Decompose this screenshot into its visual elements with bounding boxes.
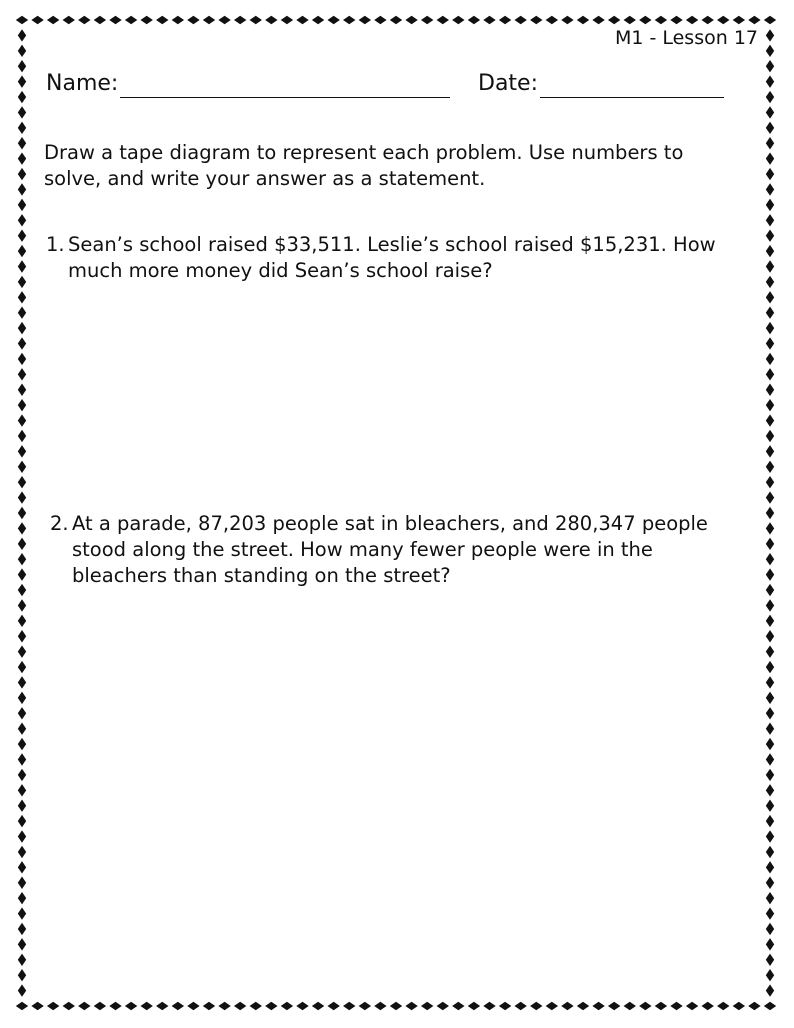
border-diamond	[203, 16, 215, 24]
border-diamond	[483, 1002, 495, 1010]
border-diamond	[514, 1002, 526, 1010]
border-diamond	[18, 645, 26, 657]
border-diamond	[766, 229, 774, 241]
border-diamond	[766, 199, 774, 211]
border-diamond	[766, 753, 774, 765]
border-diamond	[16, 1002, 28, 1010]
border-diamond	[63, 16, 75, 24]
border-diamond	[766, 676, 774, 688]
border-diamond	[156, 16, 168, 24]
border-diamond	[733, 16, 745, 24]
border-diamond	[748, 1002, 760, 1010]
border-diamond	[18, 29, 26, 41]
border-diamond	[18, 769, 26, 781]
border-diamond	[18, 722, 26, 734]
border-diamond	[18, 122, 26, 134]
border-diamond	[265, 16, 277, 24]
border-diamond	[18, 183, 26, 195]
lesson-label: M1 - Lesson 17	[614, 27, 758, 49]
border-diamond	[766, 137, 774, 149]
border-diamond	[766, 815, 774, 827]
border-diamond	[483, 16, 495, 24]
border-diamond	[766, 984, 774, 996]
border-diamond	[18, 337, 26, 349]
border-diamond	[265, 1002, 277, 1010]
border-diamond	[468, 1002, 480, 1010]
border-diamond	[766, 800, 774, 812]
border-diamond	[78, 1002, 90, 1010]
border-diamond	[18, 846, 26, 858]
border-diamond	[766, 60, 774, 72]
border-diamond	[766, 91, 774, 103]
border-diamond	[608, 1002, 620, 1010]
border-diamond	[639, 1002, 651, 1010]
border-diamond	[766, 353, 774, 365]
border-diamond	[18, 892, 26, 904]
border-diamond	[766, 568, 774, 580]
border-diamond	[296, 1002, 308, 1010]
border-diamond	[766, 538, 774, 550]
border-diamond	[94, 16, 106, 24]
border-diamond	[421, 1002, 433, 1010]
border-diamond	[766, 630, 774, 642]
border-diamond	[577, 1002, 589, 1010]
border-diamond	[18, 106, 26, 118]
border-diamond	[18, 291, 26, 303]
border-diamond	[18, 984, 26, 996]
border-diamond	[296, 16, 308, 24]
border-diamond	[748, 16, 760, 24]
border-diamond	[18, 692, 26, 704]
border-diamond	[203, 1002, 215, 1010]
border-diamond	[577, 16, 589, 24]
border-diamond	[18, 615, 26, 627]
border-diamond	[766, 553, 774, 565]
border-diamond	[405, 16, 417, 24]
border-diamond	[18, 969, 26, 981]
border-diamond	[639, 16, 651, 24]
border-diamond	[390, 16, 402, 24]
border-diamond	[561, 16, 573, 24]
border-diamond	[327, 1002, 339, 1010]
border-diamond	[766, 384, 774, 396]
border-diamond	[281, 16, 293, 24]
name-field	[46, 70, 450, 98]
border-diamond	[18, 861, 26, 873]
border-diamond	[766, 307, 774, 319]
border-diamond	[608, 16, 620, 24]
border-diamond	[31, 16, 43, 24]
border-diamond	[437, 16, 449, 24]
border-diamond	[250, 1002, 262, 1010]
border-diamond	[18, 584, 26, 596]
border-diamond	[561, 1002, 573, 1010]
border-diamond	[766, 861, 774, 873]
border-diamond	[125, 1002, 137, 1010]
border-diamond	[18, 954, 26, 966]
border-diamond	[359, 1002, 371, 1010]
border-diamond	[18, 599, 26, 611]
border-diamond	[766, 368, 774, 380]
instructions: Draw a tape diagram to represent each problem. Use numbers to solve, and write your answer as a statement.	[44, 141, 684, 190]
border-diamond	[766, 214, 774, 226]
border-diamond	[452, 16, 464, 24]
border-diamond	[655, 1002, 667, 1010]
border-diamond	[16, 16, 28, 24]
border-diamond	[374, 16, 386, 24]
border-diamond	[18, 630, 26, 642]
border-diamond	[18, 507, 26, 519]
border-diamond	[18, 91, 26, 103]
date-field	[478, 70, 724, 98]
border-diamond	[343, 1002, 355, 1010]
border-diamond	[359, 16, 371, 24]
border-diamond	[18, 384, 26, 396]
border-diamond	[18, 322, 26, 334]
border-diamond	[766, 846, 774, 858]
border-diamond	[766, 954, 774, 966]
border-diamond	[766, 507, 774, 519]
border-diamond	[250, 16, 262, 24]
border-diamond	[766, 738, 774, 750]
border-diamond	[764, 16, 776, 24]
border-diamond	[18, 60, 26, 72]
border-diamond	[766, 29, 774, 41]
problem-2	[50, 511, 730, 589]
name-date-row	[46, 70, 726, 100]
border-diamond	[766, 645, 774, 657]
border-diamond	[18, 568, 26, 580]
border-diamond	[766, 830, 774, 842]
border-diamond	[18, 830, 26, 842]
problem-2-number: 2.	[50, 512, 69, 535]
border-diamond	[18, 938, 26, 950]
border-diamond	[766, 399, 774, 411]
border-diamond	[18, 168, 26, 180]
border-diamond	[281, 1002, 293, 1010]
border-diamond	[156, 1002, 168, 1010]
border-diamond	[18, 414, 26, 426]
border-diamond	[437, 1002, 449, 1010]
border-diamond	[18, 907, 26, 919]
border-diamond	[592, 16, 604, 24]
border-diamond	[18, 245, 26, 257]
border-diamond	[18, 399, 26, 411]
border-diamond	[766, 260, 774, 272]
border-diamond	[187, 1002, 199, 1010]
border-diamond	[764, 1002, 776, 1010]
border-diamond	[18, 260, 26, 272]
border-diamond	[78, 16, 90, 24]
border-diamond	[390, 1002, 402, 1010]
border-diamond	[624, 16, 636, 24]
border-diamond	[63, 1002, 75, 1010]
border-diamond	[18, 553, 26, 565]
border-diamond	[18, 784, 26, 796]
border-diamond	[733, 1002, 745, 1010]
border-diamond	[109, 16, 121, 24]
border-diamond	[546, 16, 558, 24]
problem-2-text: At a parade, 87,203 people sat in bleachers, and 280,347 people stood along the street. How many fewer people were in the bleachers than standing on the street?	[72, 512, 708, 587]
border-diamond	[94, 1002, 106, 1010]
border-diamond	[18, 276, 26, 288]
border-diamond	[766, 445, 774, 457]
border-diamond	[546, 1002, 558, 1010]
border-diamond	[766, 183, 774, 195]
border-diamond	[140, 1002, 152, 1010]
border-diamond	[717, 16, 729, 24]
border-diamond	[514, 16, 526, 24]
border-diamond	[766, 769, 774, 781]
border-diamond	[405, 1002, 417, 1010]
border-diamond	[766, 491, 774, 503]
border-diamond	[499, 16, 511, 24]
border-diamond	[766, 707, 774, 719]
border-diamond	[18, 538, 26, 550]
border-diamond	[18, 661, 26, 673]
border-diamond	[140, 16, 152, 24]
border-diamond	[18, 229, 26, 241]
border-diamond	[18, 491, 26, 503]
border-diamond	[18, 522, 26, 534]
border-diamond	[766, 615, 774, 627]
border-diamond	[18, 707, 26, 719]
border-diamond	[234, 16, 246, 24]
border-diamond	[766, 599, 774, 611]
border-diamond	[18, 815, 26, 827]
border-diamond	[18, 45, 26, 57]
border-diamond	[766, 322, 774, 334]
problem-1-number: 1.	[46, 233, 65, 256]
border-diamond	[47, 1002, 59, 1010]
border-diamond	[766, 476, 774, 488]
border-diamond	[343, 16, 355, 24]
border-diamond	[18, 199, 26, 211]
border-diamond	[766, 152, 774, 164]
border-diamond	[18, 430, 26, 442]
border-diamond	[766, 337, 774, 349]
border-diamond	[172, 16, 184, 24]
border-diamond	[18, 461, 26, 473]
border-diamond	[312, 1002, 324, 1010]
border-diamond	[766, 969, 774, 981]
border-diamond	[499, 1002, 511, 1010]
border-diamond	[18, 877, 26, 889]
border-diamond	[766, 414, 774, 426]
border-diamond	[468, 16, 480, 24]
border-diamond	[670, 16, 682, 24]
border-diamond	[686, 1002, 698, 1010]
border-diamond	[18, 923, 26, 935]
border-diamond	[766, 75, 774, 87]
border-diamond	[766, 276, 774, 288]
border-diamond	[766, 168, 774, 180]
problem-1	[46, 232, 726, 284]
border-diamond	[766, 661, 774, 673]
date-line[interactable]	[540, 75, 724, 98]
border-diamond	[766, 692, 774, 704]
border-diamond	[766, 106, 774, 118]
border-diamond	[766, 907, 774, 919]
border-diamond	[218, 16, 230, 24]
border-diamond	[125, 16, 137, 24]
border-diamond	[18, 800, 26, 812]
border-diamond	[374, 1002, 386, 1010]
border-diamond	[766, 461, 774, 473]
border-diamond	[218, 1002, 230, 1010]
name-label: Name:	[46, 71, 119, 96]
border-diamond	[766, 291, 774, 303]
border-diamond	[18, 738, 26, 750]
border-diamond	[421, 16, 433, 24]
border-diamond	[31, 1002, 43, 1010]
border-diamond	[187, 16, 199, 24]
problem-1-text: Sean’s school raised $33,511. Leslie’s school raised $15,231. How much more money did Sean’s school raise?	[68, 233, 716, 282]
border-diamond	[109, 1002, 121, 1010]
border-diamond	[18, 676, 26, 688]
border-diamond	[766, 45, 774, 57]
border-diamond	[530, 1002, 542, 1010]
border-diamond	[47, 16, 59, 24]
border-diamond	[312, 16, 324, 24]
border-diamond	[766, 122, 774, 134]
border-diamond	[766, 923, 774, 935]
border-diamond	[766, 522, 774, 534]
border-diamond	[766, 892, 774, 904]
border-diamond	[18, 307, 26, 319]
border-diamond	[18, 214, 26, 226]
border-diamond	[701, 16, 713, 24]
border-diamond	[766, 245, 774, 257]
border-diamond	[18, 368, 26, 380]
border-diamond	[18, 152, 26, 164]
border-diamond	[18, 476, 26, 488]
border-diamond	[18, 753, 26, 765]
border-diamond	[766, 584, 774, 596]
border-diamond	[327, 16, 339, 24]
name-line[interactable]	[120, 75, 450, 98]
border-diamond	[766, 784, 774, 796]
border-diamond	[530, 16, 542, 24]
border-diamond	[18, 445, 26, 457]
date-label: Date:	[478, 71, 538, 96]
border-diamond	[686, 16, 698, 24]
border-diamond	[766, 938, 774, 950]
border-diamond	[670, 1002, 682, 1010]
border-diamond	[18, 353, 26, 365]
border-diamond	[766, 430, 774, 442]
border-diamond	[766, 877, 774, 889]
border-diamond	[18, 137, 26, 149]
border-diamond	[655, 16, 667, 24]
border-diamond	[18, 75, 26, 87]
border-diamond	[717, 1002, 729, 1010]
border-diamond	[172, 1002, 184, 1010]
border-diamond	[624, 1002, 636, 1010]
border-diamond	[234, 1002, 246, 1010]
border-diamond	[452, 1002, 464, 1010]
border-diamond	[766, 722, 774, 734]
border-diamond	[701, 1002, 713, 1010]
border-diamond	[592, 1002, 604, 1010]
